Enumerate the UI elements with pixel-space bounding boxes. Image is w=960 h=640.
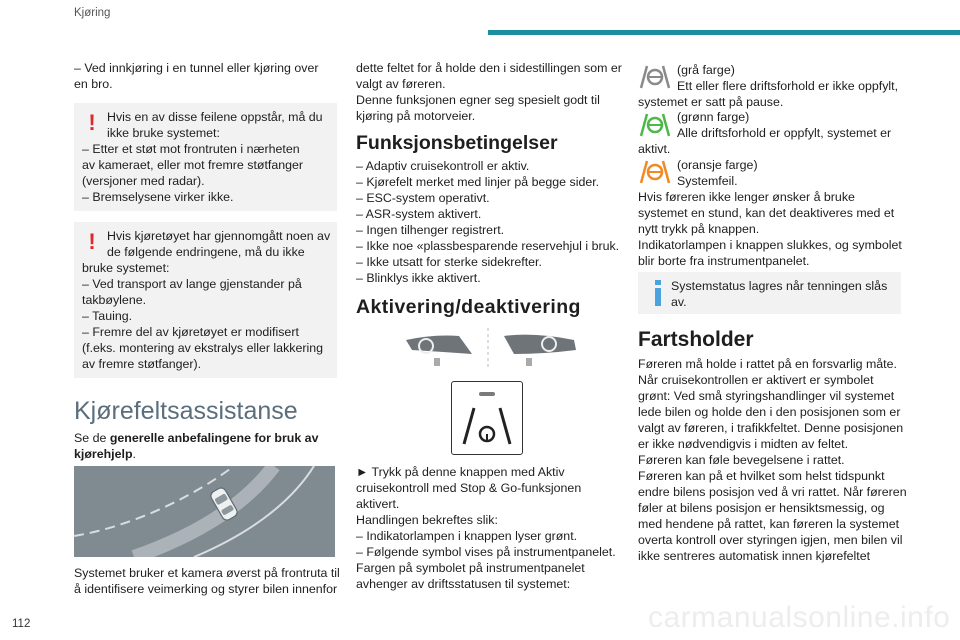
warning-line: de følgende endringene, må du ikke [107,245,305,259]
section-heading: Kjørefeltsassistanse [74,397,298,425]
header-accent-bar [488,30,960,35]
text-line: Systemet bruker et kamera øverst på frontruta til [74,566,340,580]
text-line: ikke sentreres automatisk innen kjørefeltet [638,549,871,563]
warning-box-1 [74,103,337,211]
conditions-list [356,158,626,286]
text-span: Se de [74,431,110,445]
text-line: valgt av føreren. [356,77,446,91]
grey-lane-icon [638,62,672,92]
green-lane-icon [638,110,672,140]
warning-line: (versjoner med radar). [82,174,205,188]
warning-line: – Fremre del av kjøretøyet er modifisert [82,325,299,339]
warning-line: – Etter et støt mot frontruten i nærheten [82,142,300,156]
warning-line: av fremre støtfanger). [82,357,202,371]
info-icon [646,280,670,306]
warning-line: – Bremselysene virker ikke. [82,190,234,204]
heading-conditions: Funksjonsbetingelser [356,132,558,154]
intro-text [74,60,338,92]
list-item: – ESC-system operativt. [356,191,490,205]
status-label: (grønn farge) [677,110,750,124]
text-line: – Følgende symbol vises på instrumentpanelet. [356,545,616,559]
dashboard-illustration [404,326,584,370]
text-line: dette feltet for å holde den i sidestillingen som er [356,61,622,75]
text-line: å identifisere veimerking og styrer bilen innenfor [74,582,338,596]
list-item: – Ingen tilhenger registrert. [356,223,505,237]
lane-keeping-body [638,356,918,564]
text-line: Fargen på symbolet på instrumentpanelet [356,561,585,575]
continuation-text [356,60,626,124]
text-line: er ikke nødvendigvis i midten av feltet. [638,437,849,451]
info-box [638,272,901,314]
warning-icon: ! [88,110,96,135]
text-line: – Indikatorlampen i knappen lyser grønt. [356,529,578,543]
list-item: – Kjørefelt merket med linjer på begge sider. [356,175,600,189]
info-line: Systemstatus lagres når tenningen slås [671,279,888,293]
lane-symbol-green [638,110,672,140]
warning-line: ikke bruke systemet: [107,126,220,140]
lane-assist-icon [452,382,522,454]
status-text: aktivt. [638,142,671,156]
list-item: – Ikke utsatt for sterke sidekrefter. [356,255,542,269]
text-line: med hendene på rattet, kan føreren la systemet [638,517,900,531]
text-line: føler at bilens posisjon er hensiktsmessig, og [638,501,885,515]
text-line: systemet en stund, kan det deaktiveres med et [638,206,895,220]
bold-link-text: kjørehjelp [74,447,133,461]
status-label: (grå farge) [677,63,735,77]
status-text: Systemfeil. [677,174,738,188]
text-line: valgt av føreren, i trafikkfeltet. Denne posisjonen [638,421,904,435]
warning-line: – Tauing. [82,309,133,323]
text-line: en bro. [74,77,113,91]
lane-assist-button[interactable] [451,381,523,455]
warning-icon: ! [88,229,96,254]
warning-box-2 [74,222,337,378]
steering-wheel-icons [404,326,584,370]
bold-link-text: generelle anbefalingene for bruk av [109,431,319,445]
watermark: carmanualsonline.info [648,601,951,634]
warning-line: takbøylene. [82,293,147,307]
list-item: – Ikke noe «plassbesparende reservehjul i bruk. [356,239,620,253]
text-line: ► Trykk på denne knappen med Aktiv [356,465,565,479]
text-line: Når cruisekontrollen er aktivert er symbolet [638,373,874,387]
see-recommendations [74,430,338,462]
activation-instructions [356,464,631,592]
section-title: Kjøring [74,7,111,19]
heading-lane-keeping: Fartsholder [638,328,754,351]
text-line: Føreren må holde i rattet på en forsvarlig måte. [638,357,897,371]
text-line: grønt: Ved små styringshandlinger vil systemet [638,389,895,403]
text-line: avhenger av driftsstatusen til systemet: [356,577,571,591]
status-label: (oransje farge) [677,158,758,172]
status-text: Ett eller flere driftsforhold er ikke oppfylt, [677,79,899,93]
status-text: systemet er satt på pause. [638,95,784,109]
status-text: Alle driftsforhold er oppfylt, systemet er [677,126,892,140]
text-line: Hvis føreren ikke lenger ønsker å bruke [638,190,855,204]
text-line: Indikatorlampen i knappen slukkes, og symbolet [638,238,902,252]
camera-text [74,565,344,597]
text-line: Denne funksjonen egner seg spesielt godt til [356,93,600,107]
warning-line: Hvis kjøretøyet har gjennomgått noen av [107,229,331,243]
text-line: cruisekontroll med Stop & Go-funksjonen [356,481,582,495]
text-line: Handlingen bekreftes slik: [356,513,498,527]
road-car-drawing [74,466,335,557]
list-item: – Adaptiv cruisekontroll er aktiv. [356,159,530,173]
text-line: Føreren kan på et hvilket som helst tidspunkt [638,469,885,483]
lane-symbol-grey [638,62,672,92]
lane-assist-illustration [74,466,335,557]
warning-line: – Ved transport av lange gjenstander på [82,277,302,291]
text-line: aktivert. [356,497,400,511]
warning-line: (f.eks. montering av ekstralys eller lakkering [82,341,324,355]
heading-activation: Aktivering/deaktivering [356,296,581,318]
text-line: – Ved innkjøring i en tunnel eller kjøring over [74,61,319,75]
list-item: – ASR-system aktivert. [356,207,482,221]
text-line: lede bilen og holde den i den posisjonen som er [638,405,901,419]
warning-line: bruke systemet: [82,261,170,275]
list-item: – Blinklys ikke aktivert. [356,271,481,285]
lane-symbol-orange [638,157,672,187]
text-line: blir borte fra instrumentpanelet. [638,254,810,268]
deactivation-text [638,189,908,269]
info-line: av. [671,295,687,309]
text-line: nytt trykk på knappen. [638,222,760,236]
text-line: overta kontroll over styringen igjen, men bilen vil [638,533,903,547]
text-line: Føreren kan føle bevegelsene i rattet. [638,453,845,467]
orange-lane-icon [638,157,672,187]
text-line: kjøring på motorveier. [356,109,476,123]
warning-line: av kameraet, eller mot fremre støtfanger [82,158,304,172]
text-span: . [132,447,136,461]
text-line: endre bilens posisjon ved å vri rattet. Når føreren [638,485,907,499]
page-number: 112 [12,618,31,630]
warning-line: Hvis en av disse feilene oppstår, må du [107,110,323,124]
